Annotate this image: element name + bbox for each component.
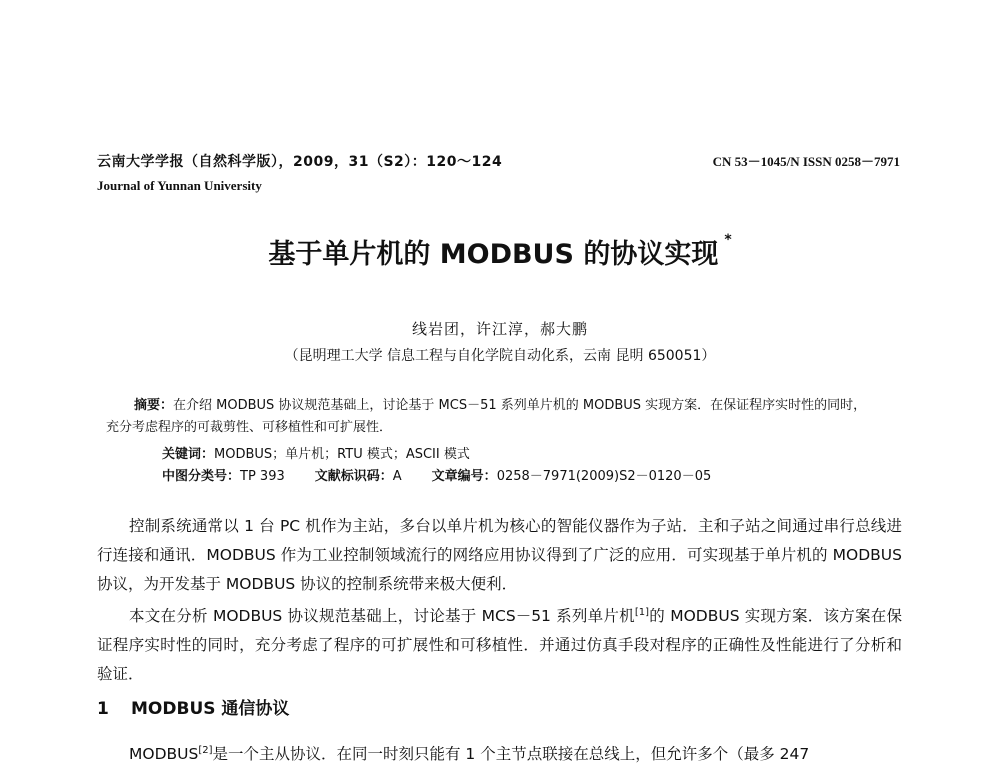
- clc-label: 中图分类号：: [162, 469, 241, 484]
- paper-title-text: 基于单片机的 MODBUS 的协议实现: [268, 239, 719, 270]
- section-number: 1: [97, 699, 109, 719]
- classification-line: [162, 466, 902, 488]
- body-paragraph-2: [97, 598, 902, 689]
- doc-code-label: 文献标识码：: [314, 469, 393, 484]
- journal-name-en: Journal of Yunnan University: [97, 178, 262, 193]
- author-list: 线岩团，许江淳，郝大鹏: [411, 320, 588, 338]
- keywords-label: 关键词：: [162, 447, 215, 462]
- body-paragraph-3: [97, 736, 902, 769]
- journal-citation: 云南大学学报（自然科学版），2009，31（S2）：120～124: [97, 154, 503, 170]
- paragraph-3-part-b: 是一个主从协议．在同一时刻只能有 1 个主节点联接在总线上，但允许多个（最多 247: [212, 745, 810, 764]
- issn-number: CN 53－1045/N ISSN 0258－7971: [712, 154, 900, 169]
- keywords-text: MODBUS；单片机；RTU 模式；ASCII 模式: [214, 447, 470, 462]
- abstract-label: 摘要：: [134, 398, 174, 413]
- abstract-text: 在介绍 MODBUS 协议规范基础上，讨论基于 MCS－51 系列单片机的 MODBUS 实现方案．在保证程序实时性的同时，充分考虑程序的可裁剪性、可移植性和可扩展性．: [106, 398, 867, 435]
- paragraph-2-part-a: 本文在分析 MODBUS 协议规范基础上，讨论基于 MCS－51 系列单片机: [129, 607, 635, 626]
- clc-value: TP 393: [240, 469, 285, 484]
- citation-ref: [1]: [634, 607, 650, 618]
- section-heading: [97, 694, 289, 719]
- affiliation: （昆明理工大学 信息工程与自化学院自动化系，云南 昆明 650051）: [284, 348, 716, 364]
- abstract: [106, 395, 874, 439]
- title-footnote-mark: *: [724, 232, 732, 248]
- paragraph-2-part-b: 的 MODBUS 实现方案．该方案在保证程序实时性的同时，充分考虑了程序的可扩展性和可移植性．并通过仿真手段对程序的正确性及性能进行了分析和验证．: [97, 607, 902, 684]
- paper-title: [0, 232, 1000, 271]
- paragraph-3-part-a: MODBUS: [129, 745, 199, 764]
- article-number-value: 0258－7971(2009)S2－0120－05: [496, 469, 712, 484]
- section-title: MODBUS 通信协议: [131, 699, 290, 719]
- body-paragraph-1: 控制系统通常以 1 台 PC 机作为主站，多台以单片机为核心的智能仪器作为子站．主和子站之间通过串行总线进行连接和通讯．MODBUS 作为工业控制领域流行的网络应用协议得到了广泛的应用．可实现基于单片机的 MODBUS 协议，为开发基于 MODBUS 协议的控制系统带来极大便利．: [97, 517, 902, 593]
- article-number-label: 文章编号：: [431, 469, 497, 484]
- citation-ref: [2]: [198, 745, 213, 756]
- keywords: [162, 444, 902, 466]
- doc-code-value: A: [392, 469, 402, 484]
